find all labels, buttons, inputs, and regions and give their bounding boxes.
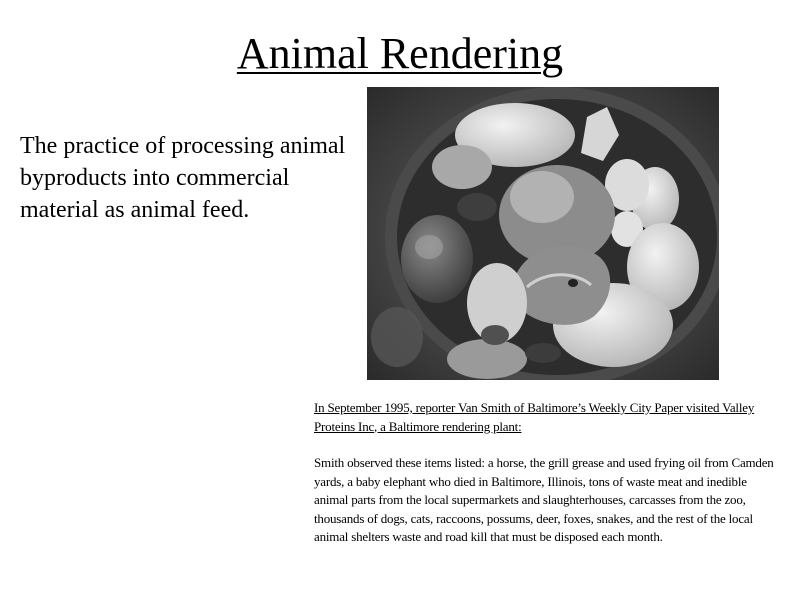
- caption-heading: In September 1995, reporter Van Smith of Baltimore’s Weekly City Paper visited Valley Proteins Inc, a Baltimore rendering plant:: [314, 400, 755, 434]
- slide-title: Animal Rendering: [236, 29, 564, 78]
- definition-text: The practice of processing animal byproducts into commercial material as animal feed.: [20, 133, 346, 223]
- caption-block: [314, 399, 784, 547]
- barrel-photo: [367, 87, 719, 380]
- caption-body: Smith observed these items listed: a horse, the grill grease and used frying oil from Camden yards, a baby elephant who died in Baltimore, Illinois, tons of waste meat and inedible animal parts from the local supermarkets and slaughterhouses, carcasses from the zoo, thousands of dogs, cats, raccoons, possums, deer, foxes, snakes, and the rest of the local animal shelters waste and road kill that must be disposed each month.: [314, 455, 774, 544]
